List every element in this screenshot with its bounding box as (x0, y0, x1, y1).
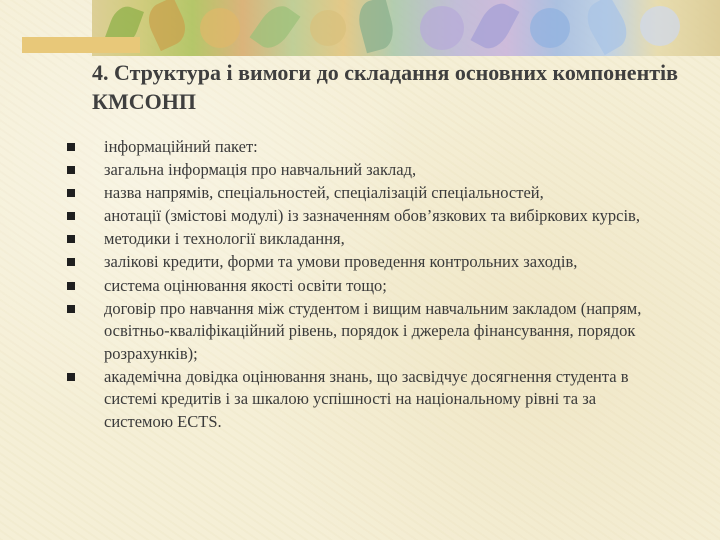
square-bullet-icon (67, 282, 75, 290)
flower-decoration (530, 8, 570, 48)
list-item-text: договір про навчання між студентом і вищим навчальним закладом (напрям, освітньо-кваліфікаційний рівень, порядок і джерела фінансування, порядок розрахунків); (104, 298, 642, 363)
square-bullet-icon (67, 373, 75, 381)
list-item-text: анотації (змістові модулі) із зазначенням обов’язкових та вибіркових курсів, (104, 206, 640, 226)
square-bullet-icon (67, 305, 75, 313)
square-bullet-icon (67, 166, 75, 174)
header-banner (0, 0, 720, 60)
list-item (66, 298, 666, 366)
square-bullet-icon (67, 212, 75, 220)
flower-decoration (640, 6, 680, 46)
list-item (66, 228, 666, 251)
square-bullet-icon (67, 143, 75, 151)
list-item (66, 182, 666, 205)
list-item (66, 251, 666, 274)
list-item-text: інформаційний пакет: (104, 137, 258, 156)
list-item (66, 159, 666, 182)
square-bullet-icon (67, 189, 75, 197)
list-item-text: система оцінювання якості освіти тощо; (104, 275, 387, 295)
flower-decoration (200, 8, 240, 48)
slide-title: 4. Структура і вимоги до складання основних компонентів КМСОНП (92, 60, 679, 114)
flower-decoration (310, 10, 346, 46)
square-bullet-icon (67, 258, 75, 266)
list-item-text: методики і технології викладання, (104, 229, 345, 249)
list-item-text: назва напрямів, спеціальностей, спеціалізацій спеціальностей, (104, 183, 544, 203)
list-item-text: академічна довідка оцінювання знань, що засвідчує досягнення студента в системі кредитів і за шкалою успішності на національному рівні та за системою ECTS. (104, 366, 629, 431)
accent-bar (22, 37, 140, 53)
list-item (66, 136, 666, 159)
list-item-text: залікові кредити, форми та умови проведення контрольних заходів, (104, 252, 578, 272)
list-item (66, 275, 666, 298)
square-bullet-icon (67, 235, 75, 243)
list-item (66, 205, 666, 228)
bullet-list (66, 136, 666, 434)
flower-decoration (420, 6, 464, 50)
list-item-text: загальна інформація про навчальний заклад, (104, 160, 417, 180)
list-item (66, 366, 666, 434)
